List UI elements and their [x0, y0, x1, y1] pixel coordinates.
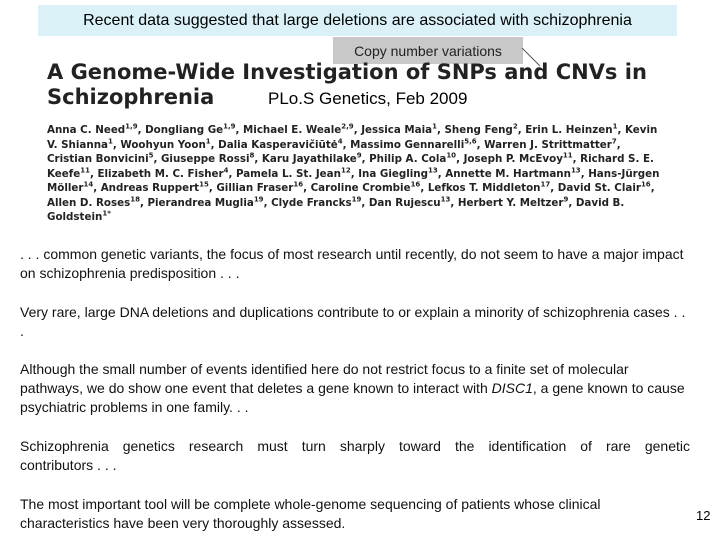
author-name: Richard S. E. Keefe [47, 153, 654, 180]
paragraph-research-line2: contributors . . . [20, 457, 117, 473]
author-name: Andreas Ruppert [100, 182, 200, 194]
author-affiliation: 19 [351, 195, 362, 204]
paragraph-research-line1: Schizophrenia genetics research must turn sharply toward the identification of rare genetic [20, 438, 690, 454]
author-name: Kevin V. Shianna [47, 124, 658, 151]
author-name: Sheng Feng [444, 124, 513, 136]
author-affiliation: 9 [563, 195, 569, 204]
author-name: Clyde Francks [271, 196, 352, 209]
author-affiliation: 2,9 [341, 122, 354, 131]
page-number: 12 [696, 508, 711, 523]
author-affiliation: 7 [611, 137, 617, 146]
author-name: Joseph P. McEvoy [463, 153, 563, 165]
author-name: Ina Giegling [358, 167, 428, 180]
author-name: Dan Rujescu [368, 196, 441, 209]
author-name: Caroline Crombie [310, 182, 411, 194]
author-name: Warren J. Strittmatter [484, 138, 612, 151]
author-name: Erin L. Heinzen [525, 124, 613, 136]
author-affiliation: 17 [540, 180, 551, 189]
author-name: Pamela L. St. Jean [235, 167, 341, 180]
author-name: Dalia Kasperavičiūtė [218, 138, 338, 151]
paragraph-rare-deletions: Very rare, large DNA deletions and duplications contribute to or explain a minority of schizophrenia cases . . . [20, 304, 686, 339]
author-affiliation: 13 [570, 166, 581, 175]
author-affiliation: 10 [446, 151, 457, 160]
paragraph-sequencing: The most important tool will be complete whole-genome sequencing of patients whose clinical characteristics have been very thoroughly assessed. [20, 496, 601, 531]
author-affiliation: 16 [640, 180, 651, 189]
author-affiliation: 1 [432, 122, 437, 131]
author-list: Anna C. Need$^{1,9}$, Dongliang Ge$^{1,9}$, Michael E. Weale$^{2,9}$, Jessica Maia$^1$, Sheng Feng$^2$, Erin L. Heinzen$^1$, Kevin V. Shianna$^1$, Woohyun Yoon$^1$, Dalia Kasperavičiūtė$^4$, Massimo Gennarelli$^{5,6}$, Warren J. Strittmatter$^7$, Cristian Bonvicini$^5$, Giuseppe Rossi$^8$, Karu Jayathilake$^9$, Philip A. Cola$^{10}$, Joseph P. McEvoy$^{11}$, Richard S. E. Keefe$^{11}$, Elizabeth M. C. Fisher$^4$, Pamela L. St. Jean$^{12}$, Ina Giegling$^{13}$, Annette M. Hartmann$^{13}$, Hans-Jürgen Möller$^{14}$, Andreas Ruppert$^{15}$, Gillian Fraser$^{16}$, Caroline Crombie$^{16}$, Lefkos T. Middleton$^{17}$, David St. Clair$^{16}$, Allen D. Roses$^{18}$, Pierandrea Muglia$^{19}$, Clyde Francks$^{19}$, Dan Rujescu$^{13}$, Herbert Y. Meltzer$^9$, David B. Goldstein$^{1*}$ [47, 122, 660, 223]
journal-citation: PLo.S Genetics, Feb 2009 [268, 89, 468, 108]
author-name: Anna C. Need [47, 124, 126, 136]
paper-title-line1: A Genome-Wide Investigation of SNPs and CNVs in [47, 60, 647, 84]
author-affiliation: 1 [205, 137, 211, 146]
author-affiliation: 11 [80, 166, 90, 175]
author-affiliation: 2 [512, 122, 518, 131]
paragraph-disc1-text-a: Although the small number of events identified here do not restrict focus to a finite set of molecular pathways, we do show one event that deletes a gene known to interact with [20, 361, 629, 396]
author-name: Michael E. Weale [243, 124, 342, 136]
author-name: Massimo Gennarelli [350, 138, 465, 151]
author-name: Woohyun Yoon [120, 138, 206, 151]
author-affiliation: 16 [293, 180, 304, 189]
author-affiliation: 13 [428, 166, 438, 175]
author-affiliation: 1 [612, 122, 618, 131]
author-affiliation: 1 [107, 137, 113, 146]
author-name: Elizabeth M. C. Fisher [97, 167, 224, 180]
author-affiliation: 11 [562, 151, 573, 160]
author-affiliation: 18 [130, 195, 140, 204]
author-name: Herbert Y. Meltzer [457, 196, 564, 209]
paragraph-disc1-text-b: , a gene known to cause psychiatric problems in one family. . . [20, 380, 685, 415]
author-affiliation: 9 [356, 151, 362, 160]
author-affiliation: 5,6 [464, 137, 477, 146]
author-affiliation: 8 [249, 151, 255, 160]
author-affiliation: 1,9 [223, 122, 236, 131]
author-affiliation: 13 [440, 195, 451, 204]
author-name: Gillian Fraser [216, 182, 294, 194]
author-name: Philip A. Cola [369, 153, 447, 165]
disc1-gene-name: DISC1 [491, 380, 533, 396]
paragraph-common-variants: . . . common genetic variants, the focus of most research until recently, do not seem to have a major impact on schizophrenia predisposition . . . [20, 246, 684, 281]
author-affiliation: 4 [223, 166, 229, 175]
slide-title: Recent data suggested that large deletions are associated with schizophrenia [38, 5, 677, 36]
author-affiliation: 1* [102, 209, 111, 218]
author-name: Giuseppe Rossi [160, 153, 250, 165]
paragraph-research-direction [20, 437, 690, 475]
author-name: Pierandrea Muglia [147, 196, 254, 209]
author-affiliation: 4 [337, 137, 343, 146]
author-name: Cristian Bonvicini [47, 153, 149, 165]
author-name: Karu Jayathilake [261, 153, 357, 165]
author-name: Annette M. Hartmann [445, 167, 571, 180]
author-name: David St. Clair [557, 182, 641, 194]
author-affiliation: 12 [340, 166, 351, 175]
author-name: Jessica Maia [361, 124, 433, 136]
author-name: David B. Goldstein [47, 196, 625, 223]
author-name: Lefkos T. Middleton [427, 182, 541, 194]
author-affiliation: 16 [410, 180, 421, 189]
author-affiliation: 1,9 [125, 122, 138, 131]
author-name: Dongliang Ge [145, 124, 224, 136]
author-name: Allen D. Roses [47, 196, 131, 209]
author-affiliation: 15 [199, 180, 209, 189]
author-name: Hans-Jürgen Möller [47, 167, 660, 194]
paper-title-line2: Schizophrenia [47, 85, 215, 109]
author-affiliation: 19 [253, 195, 264, 204]
author-affiliation: 14 [83, 180, 94, 189]
author-affiliation: 5 [148, 151, 154, 160]
cnv-callout-label: Copy number variations [333, 37, 523, 64]
paragraph-disc1 [20, 360, 690, 417]
